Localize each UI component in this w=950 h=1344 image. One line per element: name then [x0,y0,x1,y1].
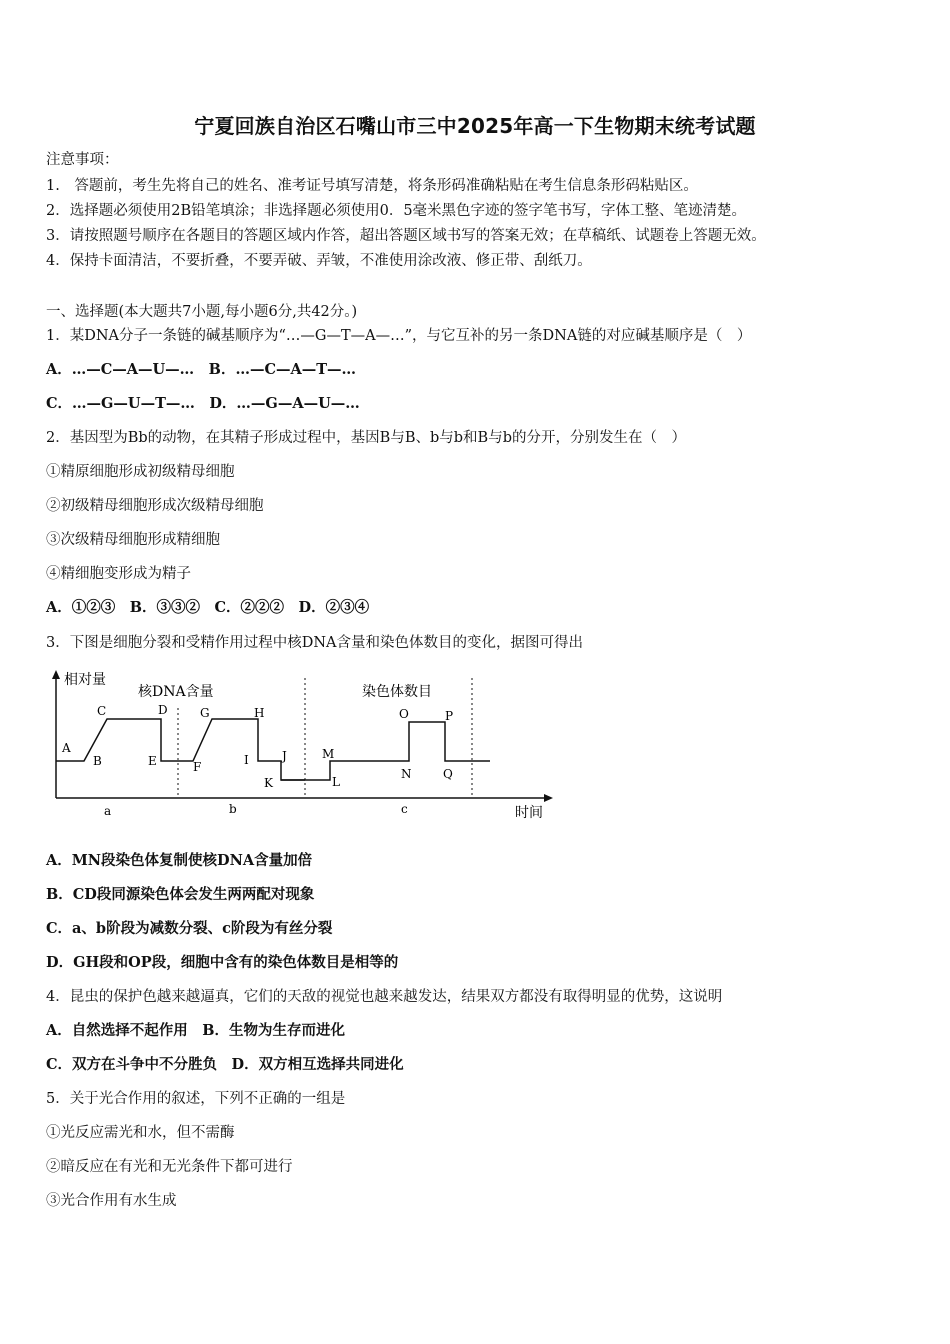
point-p-label: P [445,709,454,723]
x-axis-arrow [544,794,553,802]
point-d-label: D [158,703,168,717]
point-h-label: H [254,706,265,720]
question-4-stem: 4．昆虫的保护色越来越逼真，它们的天敌的视觉也越来越发达，结果双方都没有取得明显的优势，这说明 [46,989,723,1005]
question-5-stem: 5．关于光合作用的叙述，下列不正确的一组是 [46,1091,346,1107]
question-1-options-cd: C．…—G—U—T—… D．…—G—A—U—… [46,395,360,412]
notice-heading: 注意事项： [46,152,119,168]
notice-item-2: 2．选择题必须使用2B铅笔填涂；非选择题必须使用0．5毫米黑色字迹的签字笔书写，字体工整、笔迹清楚。 [46,203,747,219]
stage-b-label: b [229,802,237,816]
point-e-label: E [148,754,157,768]
question-3-option-d: D．GH段和OP段，细胞中含有的染色体数目是相等的 [46,954,399,971]
point-g-label: G [200,706,210,720]
question-4-options-ab: A．自然选择不起作用 B．生物为生存而进化 [46,1022,346,1039]
y-axis-arrow [52,670,60,679]
question-5-statement-1: ①光反应需光和水，但不需酶 [46,1125,235,1141]
chromosome-number-curve [281,722,490,780]
question-3-option-c: C．a、b阶段为减数分裂、c阶段为有丝分裂 [46,920,333,937]
point-a-label: A [62,741,71,755]
notice-item-4: 4．保持卡面清洁，不要折叠，不要弄破、弄皱，不准使用涂改液、修正带、刮纸刀。 [46,253,592,269]
question-5-statement-3: ③光合作用有水生成 [46,1193,177,1209]
point-o-label: O [399,707,409,721]
point-i-label: I [244,753,249,767]
question-2-statement-1: ①精原细胞形成初级精母细胞 [46,464,235,480]
dna-curve-label: 核DNA含量 [138,684,214,700]
question-5-statement-2: ②暗反应在有光和无光条件下都可进行 [46,1159,293,1175]
question-2-statement-4: ④精细胞变形成为精子 [46,566,191,582]
point-m-label: M [322,747,335,761]
question-2-options: A．①②③ B．③③② C．②②② D．②③④ [46,599,370,616]
stage-a-label: a [104,804,112,818]
section-heading: 一、选择题(本大题共7小题,每小题6分,共42分。) [46,304,358,320]
question-3-stem: 3．下图是细胞分裂和受精作用过程中核DNA含量和染色体数目的变化，据图可得出 [46,635,584,651]
point-n-label: N [401,767,412,781]
chromosome-curve-label: 染色体数目 [362,684,432,700]
notice-item-1: 1. 答题前，考生先将自己的姓名、准考证号填写清楚，将条形码准确粘贴在考生信息条形码粘贴区。 [46,178,698,194]
point-c-label: C [97,704,107,718]
question-2-statement-2: ②初级精母细胞形成次级精母细胞 [46,498,264,514]
question-2-statement-3: ③次级精母细胞形成精细胞 [46,532,220,548]
point-f-label: F [193,760,202,774]
question-4-options-cd: C．双方在斗争中不分胜负 D．双方相互选择共同进化 [46,1056,404,1073]
point-b-label: B [93,754,102,768]
question-1-options-ab: A．…—C—A—U—… B．…—C—A—T—… [46,361,357,378]
question-2-stem: 2．基因型为Bb的动物，在其精子形成过程中，基因B与B、b与b和B与b的分开，分别发生在（ ） [46,430,686,446]
x-axis-label: 时间 [515,805,543,821]
point-l-label: L [332,775,340,789]
point-k-label: K [264,776,273,790]
y-axis-label: 相对量 [64,672,106,688]
point-j-label: J [282,749,287,763]
dna-chromosome-figure [40,668,560,828]
page-title: 宁夏回族自治区石嘴山市三中2025年高一下生物期末统考试题 [194,114,756,138]
dna-content-curve [56,719,305,780]
question-3-option-a: A．MN段染色体复制使核DNA含量加倍 [46,852,313,869]
stage-c-label: c [401,802,408,816]
notice-item-3: 3．请按照题号顺序在各题目的答题区域内作答，超出答题区域书写的答案无效；在草稿纸、试题卷上答题无效。 [46,228,766,244]
question-1-stem: 1．某DNA分子一条链的碱基顺序为“…—G—T—A—…”，与它互补的另一条DNA链的对应碱基顺序是（ ） [46,328,752,344]
question-3-option-b: B．CD段同源染色体会发生两两配对现象 [46,886,315,903]
point-q-label: Q [443,767,453,781]
